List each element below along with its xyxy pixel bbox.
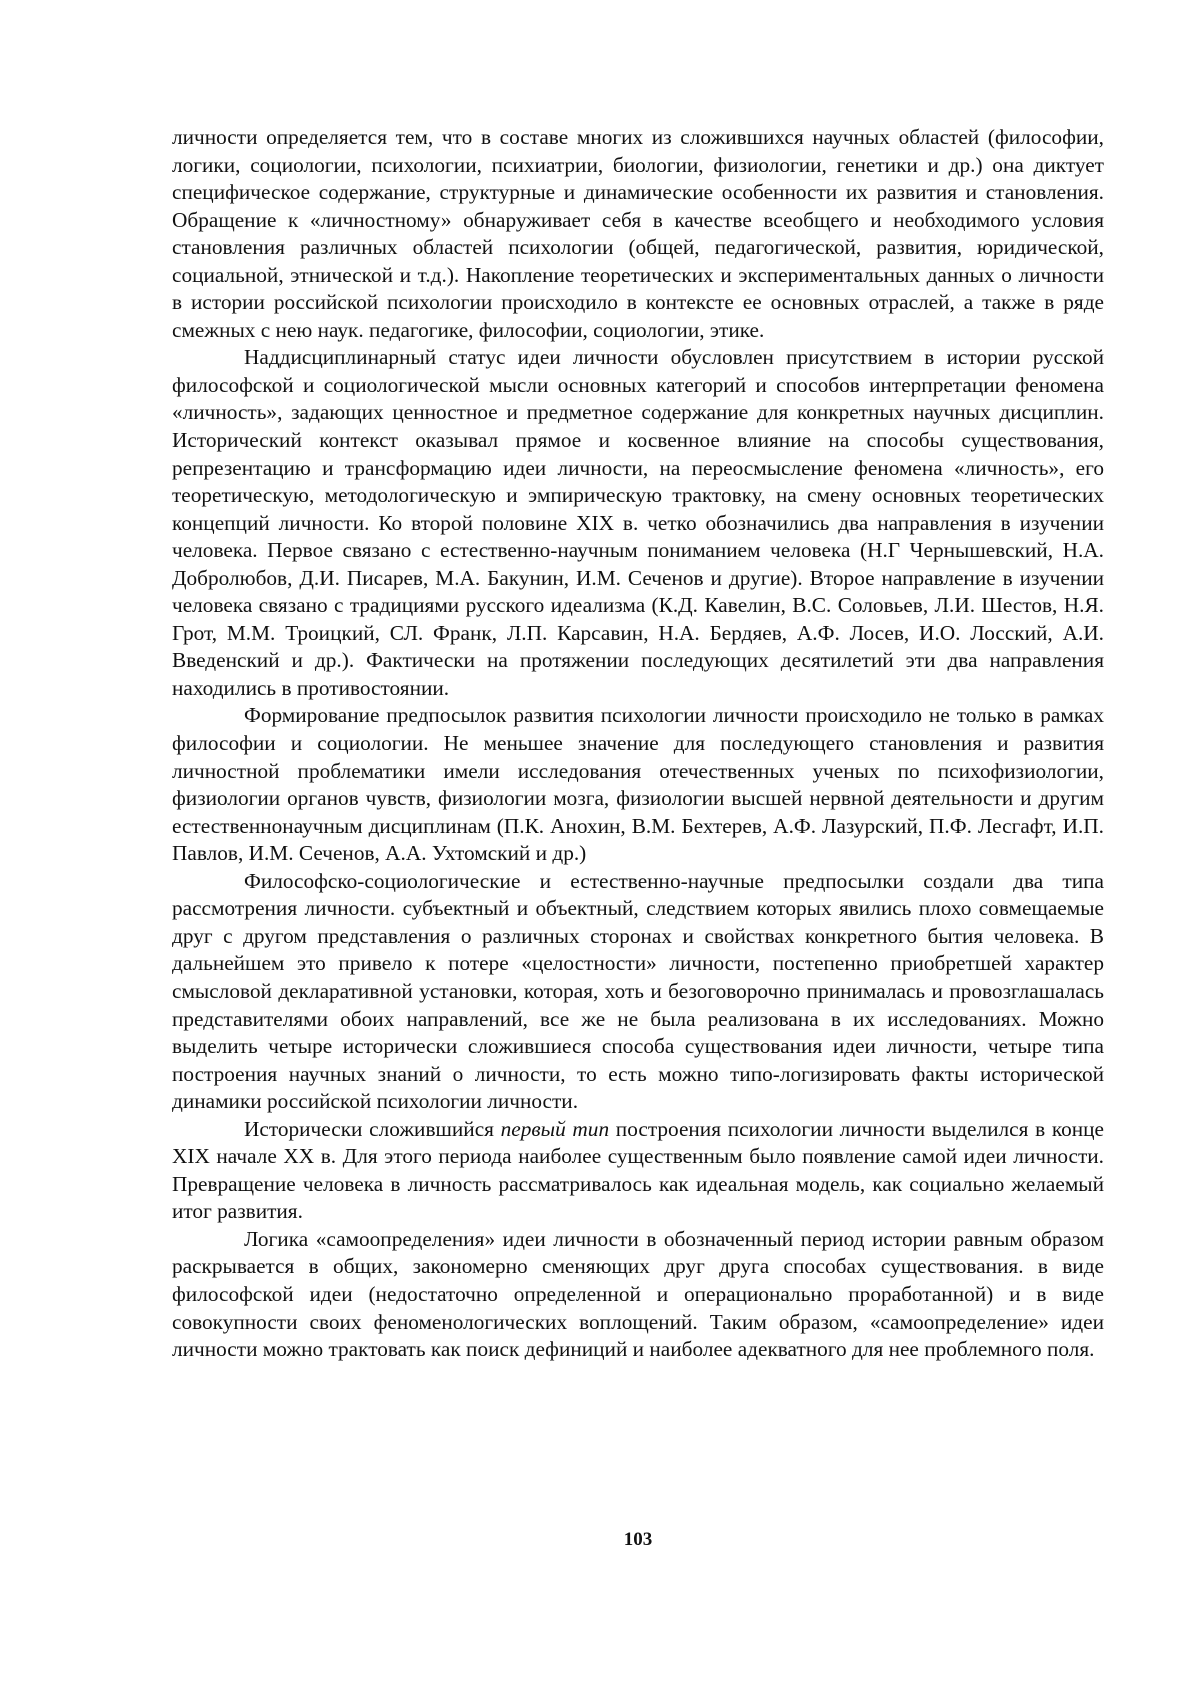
body-text: [172, 124, 1104, 1364]
paragraph-5: [172, 1116, 1104, 1226]
paragraph-4: Философско-социологические и естественно-научные предпосылки создали два типа рассмотрения личности. субъектный и объектный, следствием которых явились плохо совмещаемые друг с другом представления о различных сторонах и свойствах конкретного бытия человека. В дальнейшем это привело к потере «целостности» личности, постепенно приобретшей характер смысловой декларативной установки, которая, хоть и безоговорочно принималась и провозглашалась представителями обоих направлений, все же не была реализована в их исследованиях. Можно выделить четыре исторически сложившиеся способа существования идеи личности, четыре типа построения научных знаний о личности, то есть можно типо-логизировать факты исторической динамики российской психологии личности.: [172, 868, 1104, 1114]
paragraph-2: Наддисциплинарный статус идеи личности обусловлен присутствием в истории русской философской и социологической мысли основных категорий и способов интерпретации феномена «личность», задающих ценностное и предметное содержание для конкретных научных дисциплин. Исторический контекст оказывал прямое и косвенное влияние на способы существования, репрезентацию и трансформацию идеи личности, на переосмысление феномена «личность», его теоретическую, методологическую и эмпирическую трактовку, на смену основных теоретических концепций личности. Ко второй половине XIX в. четко обозначились два направления в изучении человека. Первое связано с естественно-научным пониманием человека (Н.Г Чернышевский, Н.А. Добролюбов, Д.И. Писарев, М.А. Бакунин, И.М. Сеченов и другие). Второе направление в изучении человека связано с традициями русского идеализма (К.Д. Кавелин, В.С. Соловьев, Л.И. Шестов, Н.Я. Грот, М.М. Троицкий, СЛ. Франк, Л.П. Карсавин, Н.А. Бердяев, А.Ф. Лосев, И.О. Лосский, А.И. Введенский и др.). Фактически на протяжении последующих десятилетий эти два направления находились в противостоянии.: [172, 345, 1104, 700]
paragraph-6: Логика «самоопределения» идеи личности в обозначенный период истории равным образом раскрывается в общих, закономерно сменяющих друг друга способах существования. в виде философской идеи (недостаточно определенной и операционально проработанной) и в виде совокупности своих феноменологических воплощений. Таким образом, «самоопределение» идеи личности можно трактовать как поиск дефиниций и наиболее адекватного для нее проблемного поля.: [172, 1226, 1104, 1362]
paragraph-5-lead: Исторически сложившийся: [244, 1116, 501, 1141]
paragraph-1: личности определяется тем, что в составе многих из сложившихся научных областей (философии, логики, социологии, психологии, психиатрии, биологии, физиологии, генетики и др.) она диктует специфическое содержание, структурные и динамические особенности их развития и становления. Обращение к «личностному» обнаруживает себя в качестве всеобщего и необходимого условия становления различных областей психологии (общей, педагогической, развития, юридической, социальной, этнической и т.д.). Накопление теоретических и экспериментальных данных о личности в истории российской психологии происходило в контексте ее основных отраслей, а также в ряде смежных с нею наук. педагогике, философии, социологии, этике.: [172, 125, 1104, 342]
page-number: 103: [623, 1529, 653, 1550]
paragraph-5-rest: построения психологии личности выделился в конце XIX начале XX в. Для этого периода наиболее существенным было появление самой идеи личности. Превращение человека в личность рассматривалось как идеальная модель, как социально желаемый итог развития.: [172, 1116, 1104, 1224]
paragraph-3: Формирование предпосылок развития психологии личности происходило не только в рамках философии и социологии. Не меньшее значение для последующего становления и развития личностной проблематики имели исследования отечественных ученых по психофизиологии, физиологии органов чувств, физиологии мозга, физиологии высшей нервной деятельности и другим естественнонаучным дисциплинам (П.К. Анохин, В.М. Бехтерев, А.Ф. Лазурский, П.Ф. Лесгафт, И.П. Павлов, И.М. Сеченов, А.А. Ухтомский и др.): [172, 703, 1104, 866]
paragraph-5-emphasis: первый тип: [500, 1116, 610, 1141]
